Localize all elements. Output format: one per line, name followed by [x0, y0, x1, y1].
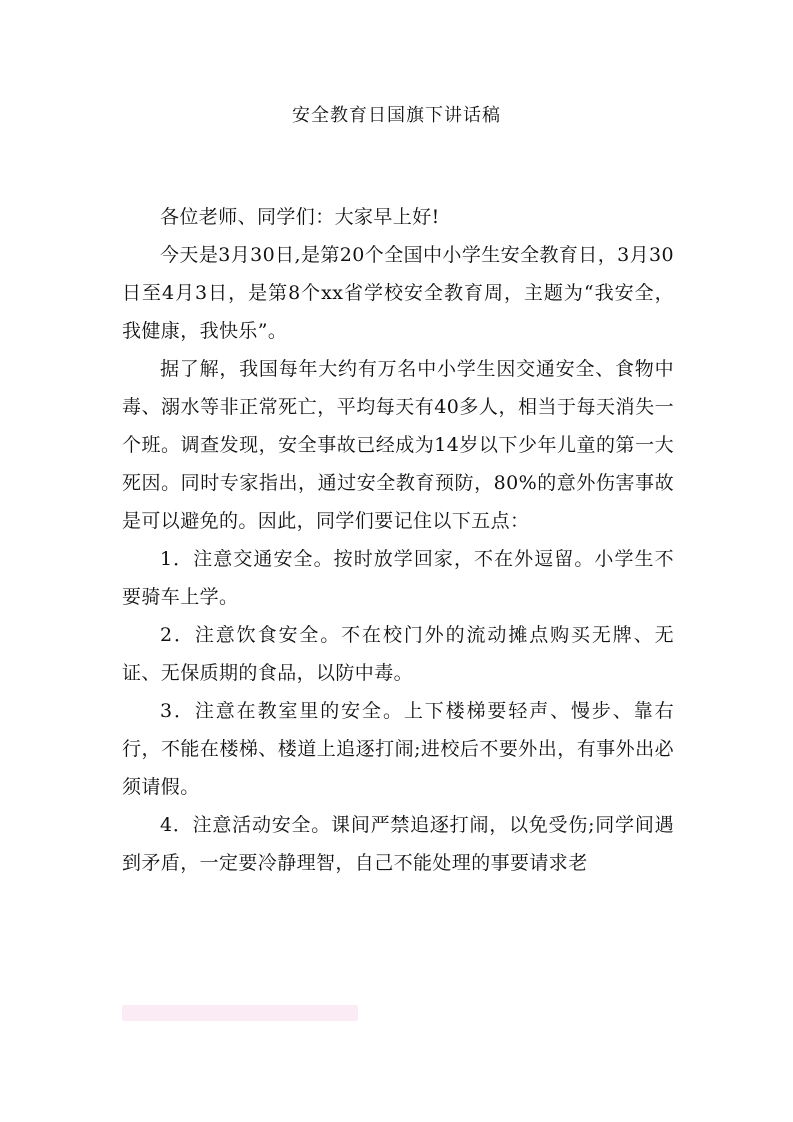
- rule-3-paragraph: 3．注意在教室里的安全。上下楼梯要轻声、慢步、靠右行，不能在楼梯、楼道上追逐打闹;进校后不要外出，有事外出必须请假。: [122, 700, 674, 798]
- document-body: [122, 198, 674, 882]
- statistics-paragraph: 据了解，我国每年大约有万名中小学生因交通安全、食物中毒、溺水等非正常死亡，平均每天有40多人，相当于每天消失一个班。调查发现，安全事故已经成为14岁以下少年儿童的第一大死因。同时专家指出，通过安全教育预防，80%的意外伤害事故是可以避免的。因此，同学们要记住以下五点：: [122, 358, 674, 532]
- greeting-paragraph: 各位老师、同学们：大家早上好!: [160, 206, 440, 228]
- rule-4-paragraph: 4．注意活动安全。课间严禁追逐打闹，以免受伤;同学间遇到矛盾，一定要冷静理智，自己不能处理的事要请求老: [122, 814, 674, 874]
- faded-watermark-strip: [122, 1005, 358, 1021]
- document-title: 安全教育日国旗下讲话稿: [292, 105, 501, 126]
- rule-1-paragraph: 1．注意交通安全。按时放学回家，不在外逗留。小学生不要骑车上学。: [122, 548, 674, 608]
- rule-2-paragraph: 2．注意饮食安全。不在校门外的流动摊点购买无牌、无证、无保质期的食品，以防中毒。: [122, 624, 674, 684]
- intro-paragraph: 今天是3月30日,是第20个全国中小学生安全教育日，3月30日至4月3日，是第8个xx省学校安全教育周，主题为“我安全，我健康，我快乐”。: [122, 244, 674, 342]
